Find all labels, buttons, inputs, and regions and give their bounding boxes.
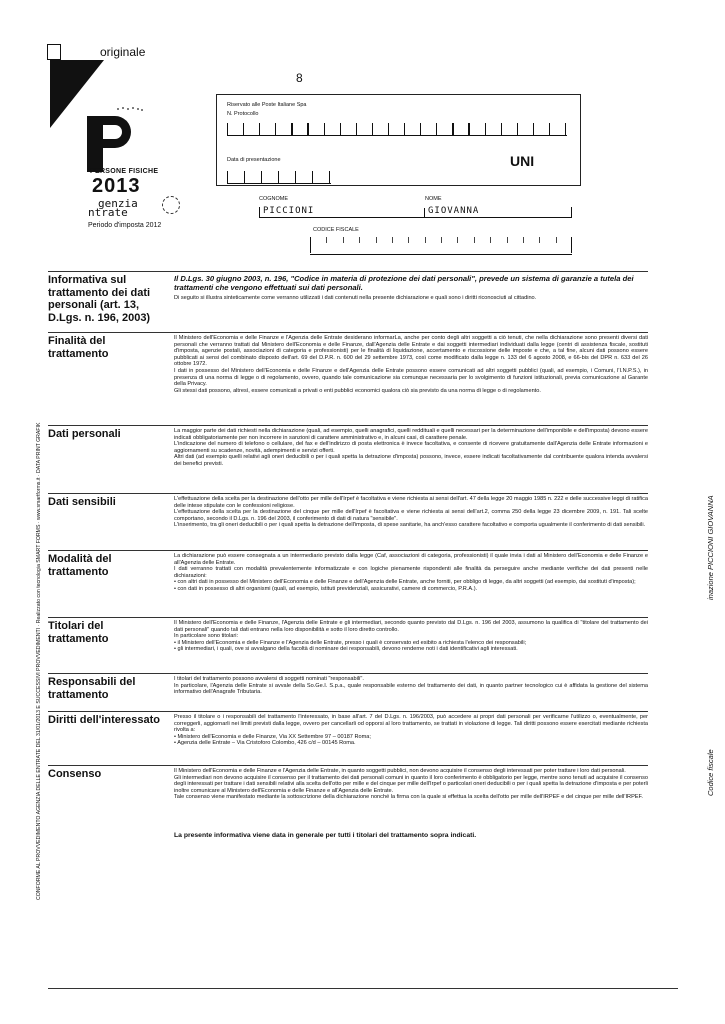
field-tick [275, 123, 276, 135]
field-tick [517, 123, 518, 135]
field-tick [227, 171, 228, 183]
cf-tick [408, 237, 409, 243]
section-rule [48, 711, 648, 712]
section-body [174, 335, 648, 394]
section-paragraph: L'indicazione del numero di telefono o cellulare, del fax e dell'indirizzo di posta elettronica è invece facoltativa, e consente di ricevere gratuitamente dall'Agenzia delle Entrate informazioni e aggiornamenti su scadenze, novità, adempimenti e servizi offerti. [174, 441, 648, 454]
section-rule [48, 617, 648, 618]
original-label: originale [100, 45, 146, 59]
cf-tick [425, 237, 426, 243]
section-paragraph: • Agenzia delle Entrate – Via Cristoforo Colombo, 426 c/d – 00145 Roma. [174, 740, 356, 747]
section-paragraph: Il Ministero dell'Economia e delle Finanze e l'Agenzia delle Entrate, in quanto soggetti pubblici, non devono acquisire il consenso degli interessati per poter trattare i loro dati personali. [174, 768, 626, 774]
section-heading: Diritti dell'interessato [48, 714, 161, 726]
section-heading: Modalità del trattamento [48, 553, 112, 578]
field-tick [549, 123, 550, 135]
cognome-field[interactable]: PICCIONI [263, 206, 315, 216]
date-label: Data di presentazione [227, 157, 281, 163]
section-body [174, 714, 648, 747]
field-tick [291, 123, 292, 135]
field-tick [227, 123, 228, 135]
field-tick [468, 123, 469, 135]
section-heading: Responsabili del trattamento [48, 676, 136, 701]
field-tick [404, 123, 405, 135]
section-rule [48, 332, 648, 333]
section-paragraph: In particolare sono titolari: [174, 633, 239, 640]
field-tick [356, 123, 357, 135]
left-margin-text: CONFORME AL PROVVEDIMENTO AGENZIA DELLE ENTRATE DEL 31/01/2013 E SUCCESSIVI PROVVEDIMENTI · Realizzato con tecnologia SMART FORMS · www.smartforms.it · DATA PRINT GRAFIK [36, 422, 42, 900]
nome-label: NOME [425, 196, 442, 202]
field-tick [259, 123, 260, 135]
section-rule [48, 550, 648, 551]
field-tick [533, 123, 534, 135]
cf-tick [490, 237, 491, 243]
codice-fiscale-field[interactable] [310, 237, 572, 253]
nome-field[interactable]: GIOVANNA [428, 206, 480, 216]
section-rule [48, 765, 648, 766]
logo-p-icon [87, 116, 131, 172]
section-paragraph: Il Ministero dell'Economia e delle Finanze, l'Agenzia delle Entrate e gli intermediari, secondo quanto previsto dal D.Lgs. n. 196 del 2003, assumono la qualifica di "titolare del trattamento dei dati personali" quando tali dati entrano nella loro disponibilità e sotto il loro diretto controllo. [174, 620, 648, 633]
field-tick [340, 123, 341, 135]
section-paragraph: I dati in possesso del Ministero dell'Economia e delle Finanze e dell'Agenzia delle Entrate possono essere comunicati ad altri soggetti pubblici (quali, ad esempio, i Comuni, l'I.N.P.S.), in presenza di una norma di legge o di regolamento, ovvero, quando tale comunicazione sia comunque necessaria per lo svolgimento di funzioni istituzionali, previa comunicazione al Garante della Privacy. [174, 367, 648, 388]
protocol-label: N. Protocollo [227, 111, 259, 117]
field-tick [388, 123, 389, 135]
field-tick [244, 171, 245, 183]
section-paragraph: La maggior parte dei dati richiesti nella dichiarazione (quali, ad esempio, quelli anagrafici, quelli reddituali e quelli necessari per la determinazione dell'imponibile e dell'imposta) devono essere indicati obbligatoriamente per non incorrere in sanzioni di carattere amministrativo e, in alcuni casi, di carattere penale. [174, 428, 648, 441]
section-paragraph: L'inserimento, tra gli oneri deducibili o per i quali spetta la detrazione dell'imposta, di spese sanitarie, ha anch'esso carattere facoltativo e comporta ugualmente il conferimento di dati sensibili. [174, 522, 646, 529]
section-body [174, 553, 648, 593]
section-paragraph: Presso il titolare o i responsabili del trattamento l'interessato, in base all'art. 7 del D.Lgs. n. 196/2003, può accedere ai propri dati personali per verificarne l'utilizzo o, eventualmente, per correggerli, aggiornarli nei limiti previsti dalla legge, ovvero per cancellarli od opporsi al loro trattamento, se trattati in violazione di legge. Tali diritti possono essere esercitati mediante richiesta rivolta a: [174, 714, 648, 734]
section-rule [48, 271, 648, 272]
cognome-label: COGNOME [259, 196, 289, 202]
cf-tick [539, 237, 540, 243]
cf-tick [556, 237, 557, 243]
intro-subtitle: Di seguito si illustra sinteticamente come verranno utilizzati i dati contenuti nella presente dichiarazione e quali sono i diritti riconosciuti al cittadino. [174, 295, 537, 301]
section-paragraph: Altri dati (ad esempio quelli relativi agli oneri deducibili o per i quali spetta la detrazione d'imposta) possono, invece, essere indicati facoltativamente dal contribuente qualora intenda avvalersi dei benefici previsti. [174, 454, 648, 467]
field-tick [485, 123, 486, 135]
agenzia-line2: ntrate [88, 206, 128, 219]
field-tick [324, 123, 325, 135]
field-tick [307, 123, 308, 135]
closing-note: La presente informativa viene data in generale per tutti i titolari del trattamento sopra indicati. [174, 832, 477, 839]
section-rule [48, 493, 648, 494]
protocol-number-field[interactable] [227, 124, 567, 136]
field-tick [501, 123, 502, 135]
identity-tick [424, 208, 425, 217]
intro-title: Il D.Lgs. 30 giugno 2003, n. 196, "Codice in materia di protezione dei dati personali", prevede un sistema di garanzie a tutela dei trattamenti che vengono effettuati sui dati personali. [174, 274, 634, 292]
tax-period: Periodo d'imposta 2012 [88, 222, 162, 229]
section-heading: Titolari del trattamento [48, 620, 109, 645]
section-rule [48, 425, 648, 426]
cf-baseline [310, 254, 572, 255]
section-body [174, 496, 648, 529]
section-heading: Dati personali [48, 428, 121, 440]
logo-year: 2013 [92, 175, 141, 197]
section-paragraph: Gli stessi dati possono, altresì, essere comunicati a privati o enti pubblici economici qualora ciò sia previsto da una norma di legge o di regolamento. [174, 387, 541, 394]
section-paragraph: L'effettuazione della scelta per la destinazione del cinque per mille dell'Irpef è facoltativa e viene richiesta ai sensi dell'art.2, comma 250 della legge 23 dicembre 2009, n. 191. Tali scelte comportano, secondo il D.Lgs. n. 196 del 2003, il conferimento di dati di natura "sensibile". [174, 509, 648, 522]
identity-tick [571, 207, 572, 217]
section-heading: Consenso [48, 768, 102, 780]
agenzia-line1: genzia [98, 197, 138, 210]
reserved-poste-label: Riservato alle Poste Italiane Spa [227, 102, 307, 108]
section-paragraph: I dati verranno trattati con modalità prevalentemente informatizzate e con logiche pienamente rispondenti alle finalità da perseguire anche mediante verifiche dei dati presenti nelle dichiarazioni: [174, 566, 648, 579]
field-tick [329, 171, 330, 183]
cf-tick [326, 237, 327, 243]
section-rule [48, 673, 648, 674]
section-paragraph: • Ministero dell'Economia e delle Finanze, Via XX Settembre 97 – 00187 Roma; [174, 733, 371, 740]
section-heading: Informativa sul trattamento dei dati personali (art. 13, D.Lgs. n. 196, 2003) [48, 274, 151, 324]
section-paragraph: Tale consenso viene manifestato mediante la sottoscrizione della dichiarazione nonché la firma con la quale si effettua la scelta dell'otto per mille dell'IRPEF e del cinque per mille dell'IRPEF. [174, 794, 643, 801]
cf-tick [359, 237, 360, 243]
logo-persone-fisiche: PERSONE FISICHE [90, 168, 159, 175]
section-body [174, 620, 648, 653]
identity-tick [259, 207, 260, 217]
right-margin-cf: Codice fiscale [706, 749, 715, 796]
section-paragraph: I titolari del trattamento possono avvalersi di soggetti nominati "responsabili". [174, 676, 364, 682]
section-paragraph: Il Ministero dell'Economia e delle Finanze e l'Agenzia delle Entrate desiderano informarLa, anche per conto degli altri soggetti a ciò tenuti, che nella dichiarazione sono presenti diversi dati personali che verranno trattati dal Ministero dell'Economia e delle Finanze, dall'Agenzia delle Entrate e dai soggetti intermediari individuati dalla legge (centri di assistenza fiscale, sostituti d'imposta, agenzie postali, associazioni di categoria e professionisti) per le finalità di liquidazione, accertamento e riscossione delle imposte e che, a tal fine, alcuni dati possono essere pubblicati ai sensi del combinato disposto dell'art. 69 del D.P.R. n. 600 del 29 settembre 1973, così come modificato dalla legge n. 133 del 6 agosto 2008, e 66-bis del DPR n. 633 del 26 ottobre 1972. [174, 335, 648, 368]
original-checkbox[interactable] [47, 44, 61, 60]
section-paragraph: • il Ministero dell'Economia e delle Finanze e l'Agenzia delle Entrate, presso i quali è conservato ed esibito a richiesta l'elenco dei responsabili; [174, 639, 527, 646]
section-body [174, 428, 648, 468]
field-tick [436, 123, 437, 135]
identity-baseline [259, 217, 572, 218]
date-field[interactable] [227, 172, 331, 184]
section-body [174, 768, 648, 801]
section-paragraph: L'effettuazione della scelta per la destinazione dell'otto per mille dell'Irpef è facoltativa e viene richiesta ai sensi dell'art. 47 della legge 20 maggio 1985 n. 222 e delle successive leggi di ratifica delle intese stipulate con le confessioni religiose. [174, 496, 648, 509]
field-tick [261, 171, 262, 183]
section-paragraph: In particolare, l'Agenzia delle Entrate si avvale della So.Ge.I. S.p.a., quale responsabile esterno del trattamento dei dati, in quanto partner tecnologico cui è affidata la gestione del sistema informativo dell'Anagrafe Tributaria. [174, 682, 648, 696]
field-tick [243, 123, 244, 135]
section-paragraph: • con altri dati in possesso del Ministero dell'Economia e delle Finanze e dell'Agenzia delle Entrate, anche forniti, per obbligo di legge, da altri soggetti (ad esempio, dai sostituti d'imposta); [174, 579, 636, 586]
field-tick [420, 123, 421, 135]
field-tick [312, 171, 313, 183]
cf-tick [392, 237, 393, 243]
cf-tick [523, 237, 524, 243]
field-tick [295, 171, 296, 183]
section-paragraph: • gli intermediari, i quali, ove si avvalgano della facoltà di nominare dei responsabili, devono renderne noti i dati identificativi agli interessati. [174, 646, 518, 653]
cf-tick [441, 237, 442, 243]
right-margin-name: inazione PICCIONI GIOVANNA [706, 495, 715, 600]
logo-dots-icon [115, 104, 145, 114]
uni-label: UNI [510, 153, 535, 169]
section-heading: Dati sensibili [48, 496, 116, 508]
field-tick [278, 171, 279, 183]
field-tick [372, 123, 373, 135]
field-tick [452, 123, 453, 135]
agenzia-entrate-logo [88, 199, 138, 217]
cf-tick [507, 237, 508, 243]
section-paragraph: • con dati in possesso di altri organismi (quali, ad esempio, istituti previdenziali, assicurativi, camere di commercio, P.R.A.). [174, 585, 478, 592]
bottom-rule [48, 988, 678, 989]
codice-fiscale-label: CODICE FISCALE [313, 227, 359, 233]
section-paragraph: La dichiarazione può essere consegnata a un intermediario previsto dalla legge (Caf, associazioni di categoria, professionisti) il quale invia i dati al Ministero dell'Economia e delle Finanze e all'Agenzia delle Entrate. [174, 553, 648, 566]
cf-tick [457, 237, 458, 243]
section-body [174, 676, 648, 696]
section-heading: Finalità del trattamento [48, 335, 109, 360]
cf-tick [376, 237, 377, 243]
page-number: 8 [296, 71, 303, 85]
cf-tick [343, 237, 344, 243]
field-tick [565, 123, 566, 135]
agenzia-seal-icon [162, 196, 180, 214]
cf-tick [474, 237, 475, 243]
section-paragraph: Gli intermediari non devono acquisire il consenso per il trattamento dei dati personali comuni in quanto il loro conferimento è obbligatorio per legge, mentre sono tenuti ad acquisire il consenso degli interessati per trattare i dati sensibili relativi alla scelta dell'otto per mille e del cinque per mille dell'Irpef o particolari oneri deducibili o per i quali spetta la detrazione d'imposta e per poterli inoltre comunicare al Ministero dell'Economia e delle Finanze e all'Agenzia delle Entrate. [174, 774, 648, 794]
